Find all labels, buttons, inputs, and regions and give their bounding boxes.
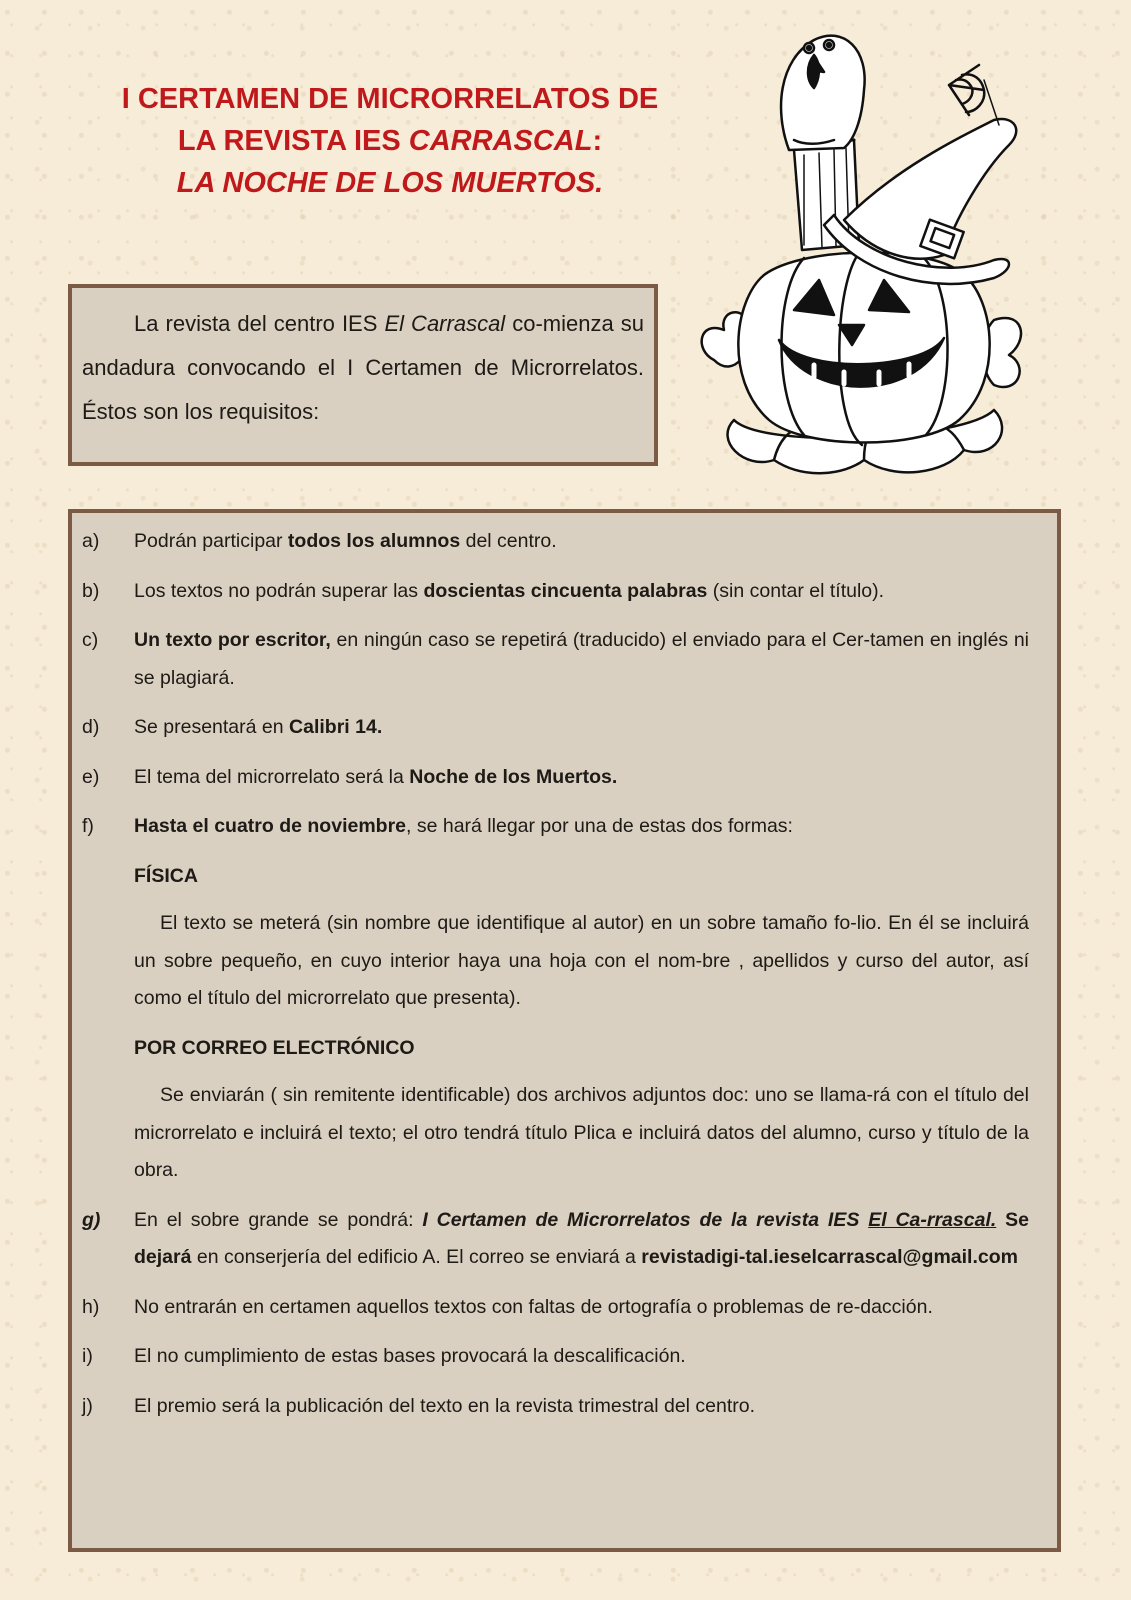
intro-text-2: co-mienza su andadura convocando el I Certamen de Microrrelatos. Éstos son los requisitos:	[82, 311, 645, 424]
rule-bold-italic: I Certamen de Microrrelatos de la revista IES	[422, 1208, 869, 1231]
rule-letter: e)	[82, 765, 100, 788]
rule-letter: f)	[82, 815, 94, 837]
rule-a	[82, 523, 1029, 561]
rule-body	[134, 573, 1029, 611]
rule-bold: todos los alumnos	[287, 530, 461, 552]
rule-f	[82, 808, 1029, 846]
rule-bold: Se dejará	[134, 1208, 1029, 1268]
title-line-2	[60, 120, 720, 162]
rule-letter: g)	[82, 1208, 101, 1231]
rule-bold: Un texto por escritor,	[134, 629, 331, 651]
rule-g	[82, 1202, 1029, 1277]
rule-body	[134, 759, 1029, 797]
rule-letter: c)	[82, 629, 99, 651]
rule-body	[134, 622, 1029, 697]
rule-i	[82, 1338, 1029, 1376]
page-title	[60, 78, 720, 204]
correo-text: Se enviarán ( sin remitente identificable) dos archivos adjuntos doc: uno se llama-rá con el título del microrrelato e incluirá el texto; el otro tendrá título Plica e incluirá datos del alumno, curso y título de la obra.	[134, 1084, 1029, 1181]
intro-text-1: La revista del centro IES	[134, 311, 385, 336]
title-line-2-italic: CARRASCAL	[408, 125, 593, 157]
rule-letter: d)	[82, 716, 100, 738]
rule-letter: a)	[82, 530, 100, 552]
rule-body: El no cumplimiento de estas bases provocará la descalificación.	[134, 1345, 686, 1367]
rule-b	[82, 573, 1029, 611]
rule-body	[134, 523, 1029, 561]
rule-body: El premio será la publicación del texto en la revista trimestral del centro.	[134, 1394, 756, 1417]
rule-c	[82, 622, 1029, 697]
rule-bold: doscientas cincuenta palabras	[423, 579, 708, 602]
rule-body	[134, 808, 1029, 846]
rule-text: en ningún caso se repetirá (traducido) el enviado para el Cer-tamen en inglés ni se plagiará.	[134, 629, 1029, 689]
rule-text: Podrán participar	[134, 530, 288, 552]
intro-italic-name: El Carrascal	[384, 311, 506, 336]
rule-e	[82, 759, 1029, 797]
rule-j	[82, 1388, 1029, 1426]
rule-text: , se hará llegar por una de estas dos formas:	[406, 815, 793, 837]
rule-d	[82, 709, 1029, 747]
fisica-heading: FÍSICA	[134, 864, 198, 887]
rule-bold: Noche de los Muertos.	[409, 765, 618, 788]
rule-body: No entrarán en certamen aquellos textos con faltas de ortografía o problemas de re-dacción.	[134, 1295, 933, 1318]
rule-body	[134, 1202, 1029, 1277]
title-line-2-colon: :	[592, 125, 603, 157]
rules-box	[68, 509, 1061, 1552]
rule-bold-italic-underlined: El Ca-rrascal.	[868, 1208, 997, 1231]
rule-text: (sin contar el título).	[707, 579, 885, 602]
email-address: revistadigi-tal.ieselcarrascal@gmail.com	[641, 1246, 1018, 1268]
rule-letter: j)	[82, 1394, 93, 1417]
rule-text: Los textos no podrán superar las	[134, 579, 424, 602]
rule-text: en conserjería del edificio A. El correo se enviará a	[191, 1246, 642, 1268]
title-line-3: LA NOCHE DE LOS MUERTOS.	[176, 167, 604, 199]
rule-text: En el sobre grande se pondrá:	[134, 1208, 423, 1231]
rule-bold: Hasta el cuatro de noviembre	[134, 815, 407, 837]
fisica-text: El texto se meterá (sin nombre que identifique al autor) en un sobre tamaño fo-lio. En él se incluirá un sobre pequeño, en cuyo interior haya una hoja con el nom-bre , apellidos y curso del autor, así como el título del microrrelato que presenta).	[134, 912, 1029, 1009]
rule-bold: Calibri 14.	[289, 716, 383, 738]
rule-letter: h)	[82, 1295, 100, 1318]
rule-letter: b)	[82, 579, 100, 602]
rule-text: Se presentará en	[134, 716, 290, 738]
title-line-1: I CERTAMEN DE MICRORRELATOS DE	[121, 83, 659, 115]
rule-letter: i)	[82, 1345, 93, 1367]
correo-heading: POR CORREO ELECTRÓNICO	[134, 1036, 415, 1059]
rule-text: El tema del microrrelato será la	[134, 765, 410, 788]
title-line-2-text: LA REVISTA IES	[177, 125, 409, 157]
rule-text: del centro.	[460, 530, 557, 552]
rule-h	[82, 1289, 1029, 1327]
rule-body	[134, 709, 1029, 747]
pumpkin-crow-illustration-icon	[694, 20, 1034, 490]
intro-box	[68, 284, 658, 466]
